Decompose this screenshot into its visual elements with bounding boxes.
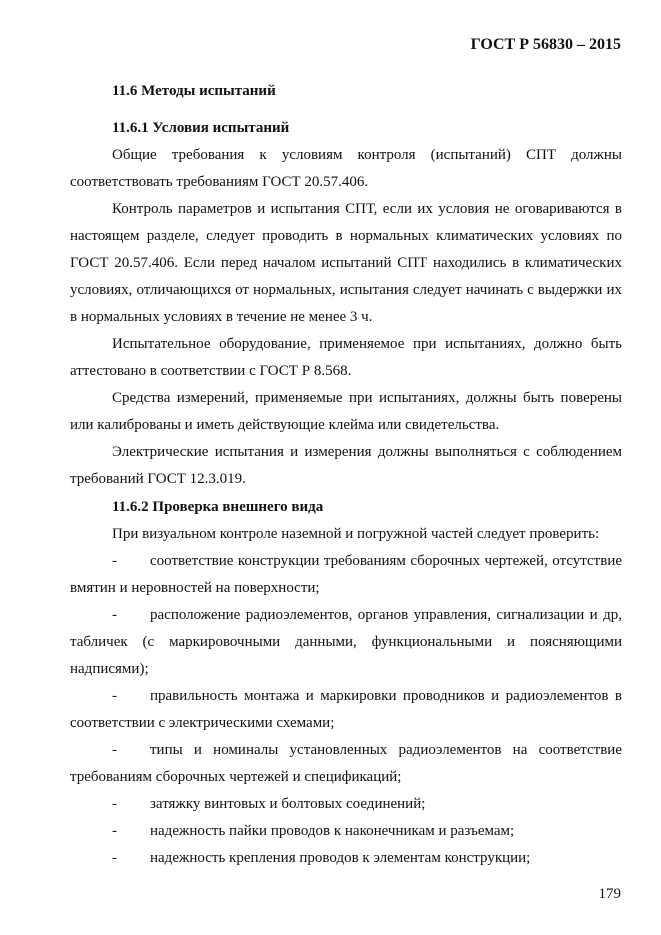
section-title: 11.6 Методы испытаний — [112, 83, 276, 99]
list-dash: - — [112, 553, 117, 569]
paragraph: Испытательное оборудование, применяемое при испытаниях, должно быть аттестовано в соответствии с ГОСТ Р 8.568. — [70, 336, 622, 379]
list-item — [70, 791, 622, 818]
document-number-header: ГОСТ Р 56830 – 2015 — [470, 36, 621, 53]
list-item-text: надежность крепления проводов к элементам конструкции; — [150, 850, 531, 866]
list-item-text: правильность монтажа и маркировки проводников и радиоэлементов в соответствии с электрическими схемами; — [70, 688, 622, 731]
paragraph: Общие требования к условиям контроля (испытаний) СПТ должны соответствовать требованиям ГОСТ 20.57.406. — [70, 147, 622, 190]
list-dash: - — [112, 823, 117, 839]
list-item-text: затяжку винтовых и болтовых соединений; — [150, 796, 426, 812]
list-item — [70, 845, 622, 872]
list-item-text: соответствие конструкции требованиям сборочных чертежей, отсутствие вмятин и неровностей на поверхности; — [70, 553, 622, 596]
list-dash: - — [112, 850, 117, 866]
subsection-title-conditions: 11.6.1 Условия испытаний — [112, 120, 290, 136]
list-item — [70, 548, 622, 602]
list-item — [70, 737, 622, 791]
paragraph: Средства измерений, применяемые при испытаниях, должны быть поверены или калиброваны и иметь действующие клейма или свидетельства. — [70, 390, 622, 433]
list-dash: - — [112, 742, 117, 758]
list-dash: - — [112, 688, 117, 704]
subsection-title-visual-inspection: 11.6.2 Проверка внешнего вида — [112, 499, 324, 515]
list-dash: - — [112, 796, 117, 812]
list-item-text: типы и номиналы установленных радиоэлементов на соответствие требованиям сборочных чертежей и спецификаций; — [70, 742, 622, 785]
list-item — [70, 602, 622, 683]
page-number: 179 — [598, 886, 621, 902]
list-item — [70, 683, 622, 737]
paragraph-intro: При визуальном контроле наземной и погружной частей следует проверить: — [112, 526, 600, 542]
list-item-text: расположение радиоэлементов, органов управления, сигнализации и др, табличек (с маркировочными данными, функциональными и поясняющими надписями); — [70, 607, 622, 677]
paragraph: Контроль параметров и испытания СПТ, если их условия не оговариваются в настоящем разделе, следует проводить в нормальных климатических условиях по ГОСТ 20.57.406. Если перед началом испытаний СПТ находились в климатических условиях, отличающихся от нормальных, испытания следует начинать с выдержки их в нормальных условиях в течение не менее 3 ч. — [70, 201, 622, 325]
page-content — [70, 76, 622, 872]
paragraph: Электрические испытания и измерения должны выполняться с соблюдением требований ГОСТ 12.3.019. — [70, 444, 622, 487]
list-item-text: надежность пайки проводов к наконечникам и разъемам; — [150, 823, 515, 839]
list-dash: - — [112, 607, 117, 623]
list-item — [70, 818, 622, 845]
